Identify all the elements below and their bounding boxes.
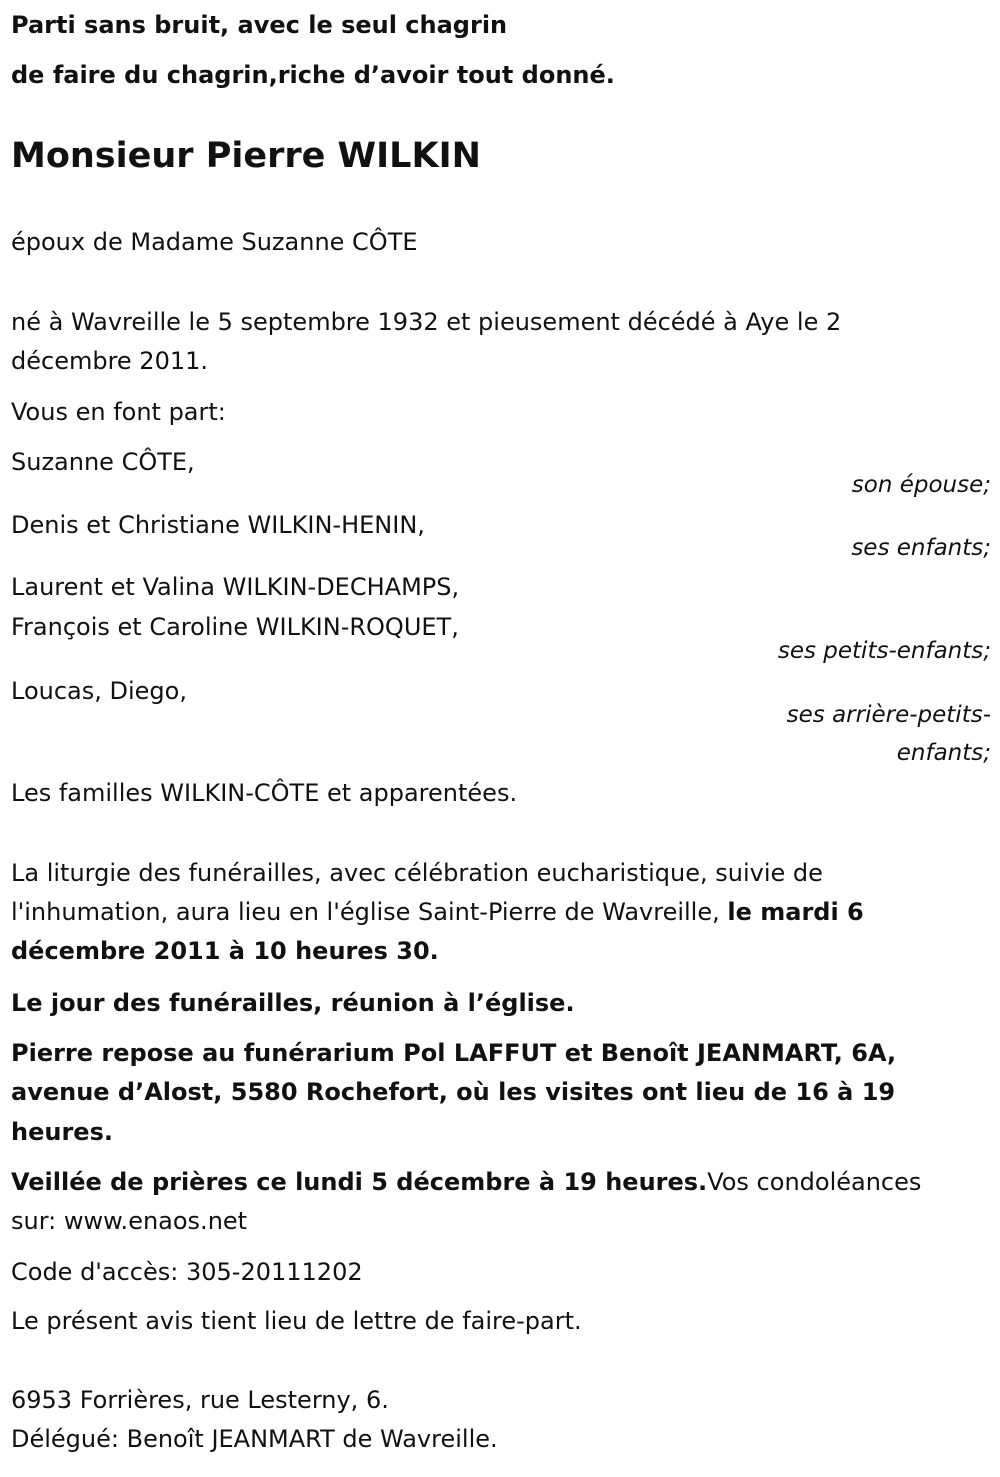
family-name-grandchildren-1: Laurent et Valina WILKIN-DECHAMPS, xyxy=(11,573,460,601)
birth-death-line-1: né à Wavreille le 5 septembre 1932 et pieusement décédé à Aye le 2 xyxy=(11,308,842,336)
deceased-name: Monsieur Pierre WILKIN xyxy=(11,136,481,176)
liturgy-line-1: La liturgie des funérailles, avec célébration eucharistique, suivie de xyxy=(11,859,823,887)
liturgy-date-part-1: le mardi 6 xyxy=(727,898,864,926)
epigraph-line-2: de faire du chagrin,riche d’avoir tout donné. xyxy=(11,61,615,89)
family-name-grandchildren-2: François et Caroline WILKIN-ROQUET, xyxy=(11,613,459,641)
vigil-text: Veillée de prières ce lundi 5 décembre à 19 heures. xyxy=(11,1168,708,1196)
announcement-intro: Vous en font part: xyxy=(11,398,226,426)
family-role-great-grandchildren-line-1: ses arrière-petits- xyxy=(786,702,991,728)
liturgy-date-part-2: décembre 2011 à 10 heures 30. xyxy=(11,937,439,965)
families-line: Les familles WILKIN-CÔTE et apparentées. xyxy=(11,779,518,807)
access-code: Code d'accès: 305-20111202 xyxy=(11,1258,363,1286)
address-line-2: Délégué: Benoît JEANMART de Wavreille. xyxy=(11,1425,498,1453)
notice-line: Le présent avis tient lieu de lettre de faire-part. xyxy=(11,1307,582,1335)
liturgy-line-2-text: l'inhumation, aura lieu en l'église Saint-Pierre de Wavreille, xyxy=(11,898,728,926)
family-role-great-grandchildren-line-2: enfants; xyxy=(896,740,991,766)
family-role-children: ses enfants; xyxy=(851,535,991,561)
address-line-1: 6953 Forrières, rue Lesterny, 6. xyxy=(11,1386,389,1414)
family-name-great-grandchildren: Loucas, Diego, xyxy=(11,677,187,705)
epigraph-line-1: Parti sans bruit, avec le seul chagrin xyxy=(11,11,508,39)
family-name-children: Denis et Christiane WILKIN-HENIN, xyxy=(11,511,425,539)
family-role-great-grandchildren xyxy=(731,696,991,772)
meeting-line: Le jour des funérailles, réunion à l’église. xyxy=(11,989,575,1017)
liturgy-line-2 xyxy=(11,893,991,932)
rest-line-3: heures. xyxy=(11,1118,113,1146)
rest-line-1: Pierre repose au funérarium Pol LAFFUT et Benoît JEANMART, 6A, xyxy=(11,1039,897,1067)
vigil-line xyxy=(11,1163,991,1202)
condolences-text: Vos condoléances xyxy=(707,1168,922,1196)
family-role-spouse: son épouse; xyxy=(851,472,991,498)
family-role-grandchildren: ses petits-enfants; xyxy=(777,638,991,664)
family-name-spouse: Suzanne CÔTE, xyxy=(11,448,195,476)
birth-death-line-2: décembre 2011. xyxy=(11,347,209,375)
rest-line-2: avenue d’Alost, 5580 Rochefort, où les visites ont lieu de 16 à 19 xyxy=(11,1078,896,1106)
spouse-line: époux de Madame Suzanne CÔTE xyxy=(11,228,418,256)
condolences-website: sur: www.enaos.net xyxy=(11,1207,248,1235)
